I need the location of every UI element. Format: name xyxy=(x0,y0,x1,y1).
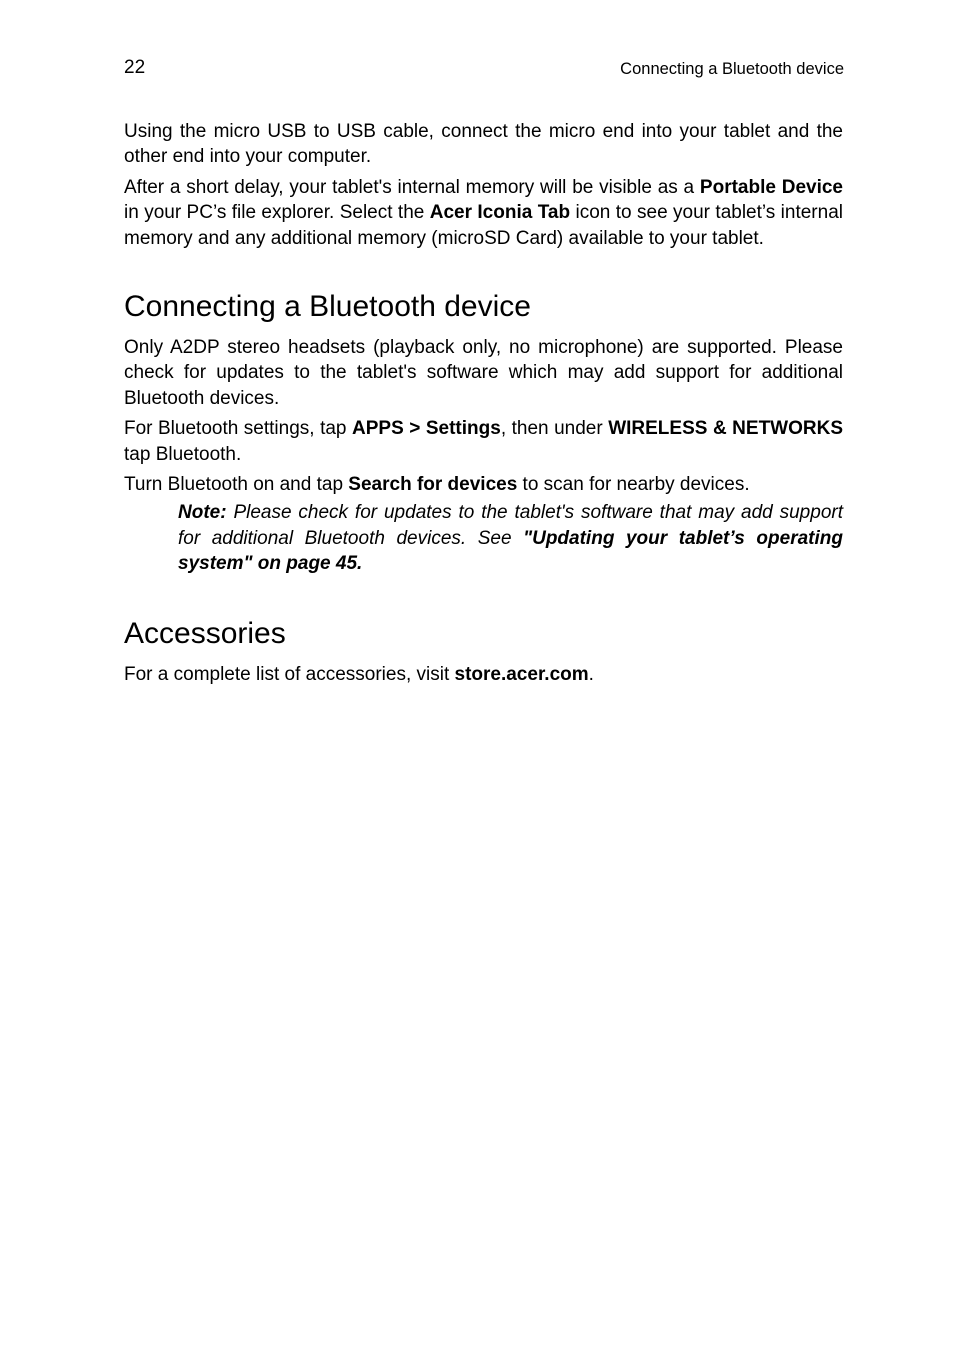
bold-term-wireless-networks: WIRELESS & NETWORKS xyxy=(608,418,843,440)
section-heading-bluetooth: Connecting a Bluetooth device xyxy=(124,290,531,324)
text-run: Turn Bluetooth on and tap xyxy=(124,474,349,496)
section-heading-accessories: Accessories xyxy=(124,616,286,650)
intro-paragraph-1: Using the micro USB to USB cable, connect the micro end into your tablet and the other end into your computer. xyxy=(124,121,843,168)
text-run: . xyxy=(588,663,594,685)
text-run: , then under xyxy=(500,418,609,440)
bold-term-search-for-devices: Search for devices xyxy=(348,474,518,496)
note-paragraph xyxy=(178,500,843,576)
text-run: For a complete list of accessories, visit xyxy=(124,663,455,685)
text-run: tap Bluetooth. xyxy=(124,443,242,465)
text-run: to scan for nearby devices. xyxy=(517,474,750,496)
page-content xyxy=(124,119,843,687)
text-run: icon to see your tablet’s internal memory and any additional memory (microSD Card) available to your tablet. xyxy=(124,202,843,249)
bluetooth-paragraph-2 xyxy=(124,416,843,467)
cross-reference-link[interactable]: "Updating your tablet’s operating system" on page 45. xyxy=(178,527,843,575)
bold-term-apps-settings: APPS > Settings xyxy=(352,418,501,440)
text-run: After a short delay, your tablet's internal memory will be visible as a xyxy=(124,176,700,198)
note-text: Please check for updates to the tablet's software that may add support for additional Bluetooth devices. See xyxy=(178,502,843,549)
bluetooth-paragraph-1: Only A2DP stereo headsets (playback only, no microphone) are supported. Please check for updates to the tablet's software which may add support for additional Bluetooth devices. xyxy=(124,337,843,409)
note-label: Note: xyxy=(178,502,227,524)
accessories-paragraph xyxy=(124,662,843,687)
intro-paragraph-2 xyxy=(124,175,843,251)
text-run: in your PC’s file explorer. Select the xyxy=(124,202,430,224)
bold-term-portable-device: Portable Device xyxy=(699,176,843,198)
store-url-link[interactable]: store.acer.com xyxy=(454,663,589,685)
running-header: Connecting a Bluetooth device xyxy=(620,60,844,78)
bluetooth-paragraph-3 xyxy=(124,472,843,497)
text-run: For Bluetooth settings, tap xyxy=(124,418,352,440)
bold-term-acer-iconia-tab: Acer Iconia Tab xyxy=(429,202,571,224)
page-number: 22 xyxy=(124,57,146,78)
